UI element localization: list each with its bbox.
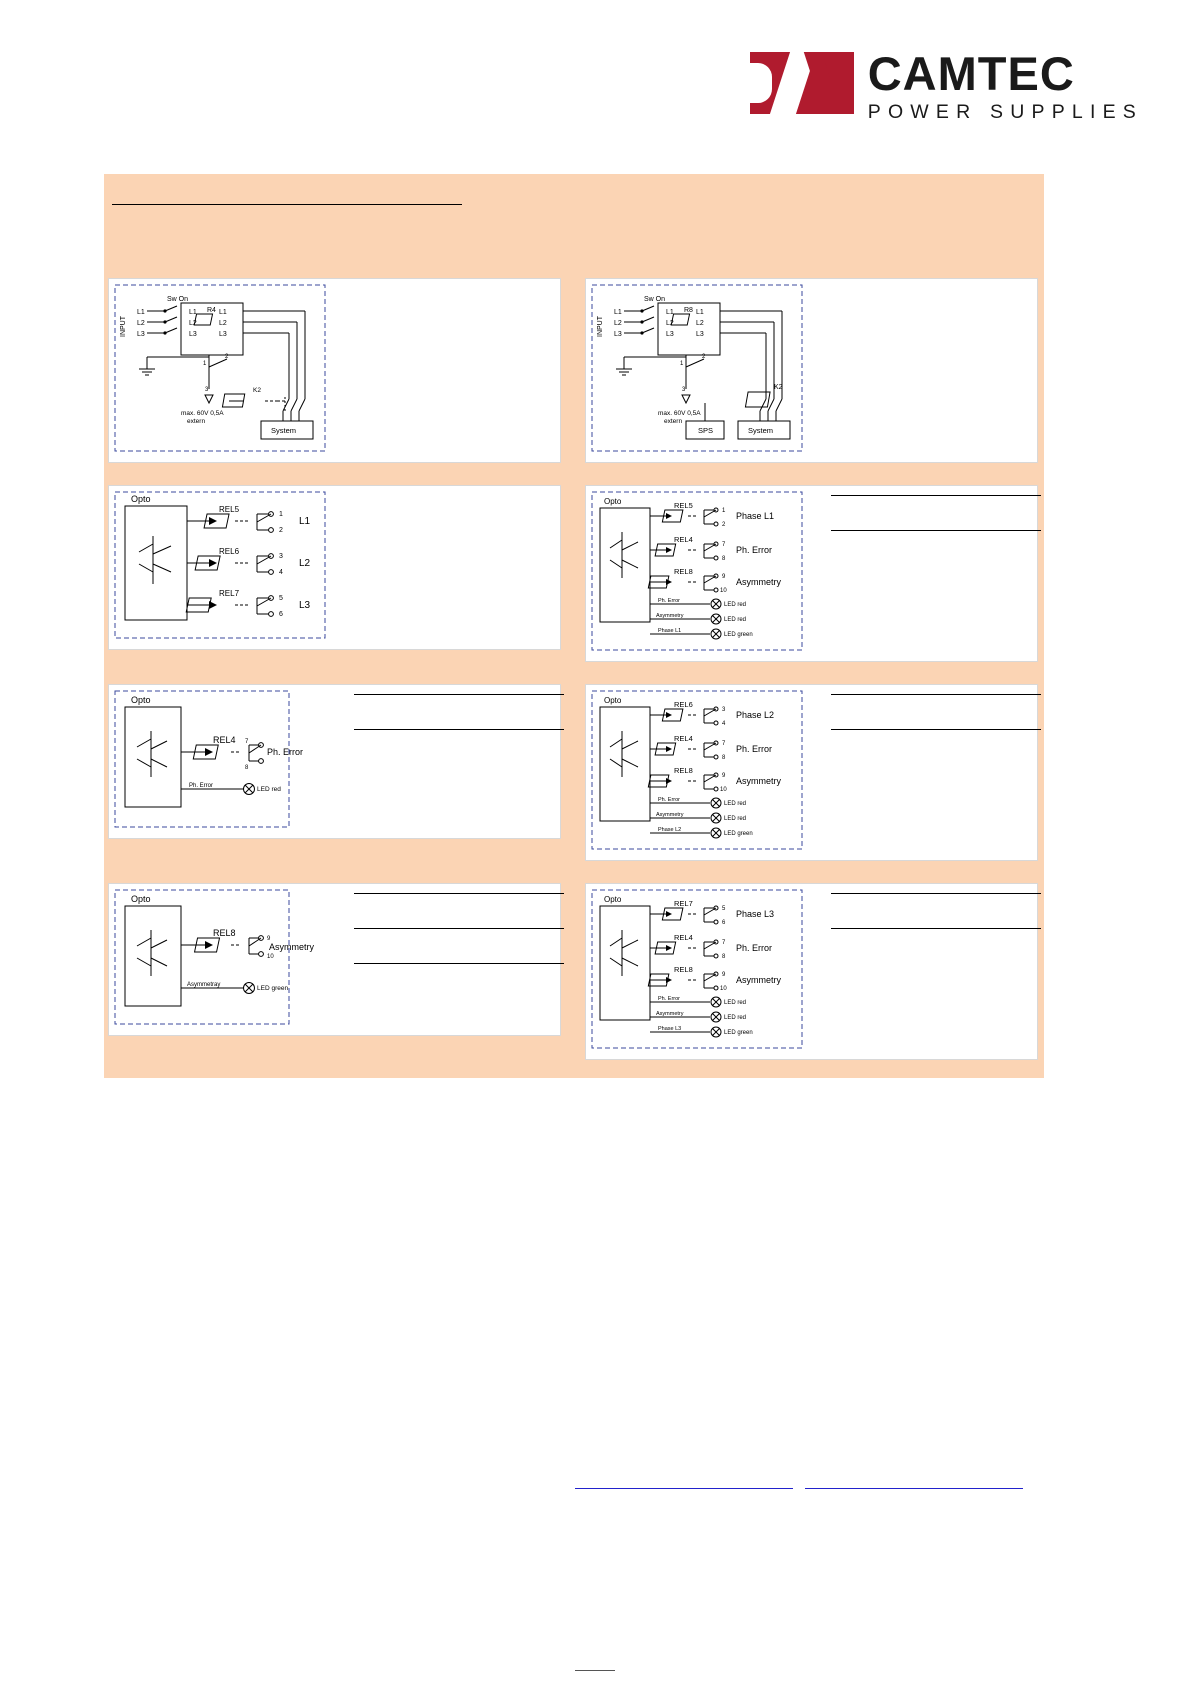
svg-text:9: 9 — [722, 574, 726, 580]
svg-text:REL7: REL7 — [219, 589, 240, 598]
svg-text:R4: R4 — [207, 307, 216, 314]
note-rule — [831, 495, 1041, 496]
svg-text:Asymmetray: Asymmetray — [187, 982, 221, 988]
svg-text:Phase L2: Phase L2 — [658, 827, 682, 833]
svg-text:L2: L2 — [219, 320, 227, 327]
page-number-rule — [575, 1670, 615, 1671]
note-lines — [354, 893, 564, 998]
svg-text:Asymmetry: Asymmetry — [736, 776, 781, 786]
note-rule — [831, 530, 1041, 531]
note-rule — [354, 694, 564, 695]
svg-text:2: 2 — [702, 354, 706, 360]
svg-text:L1: L1 — [137, 309, 145, 316]
diagram-input-r4-k2-system — [108, 278, 561, 463]
svg-text:LED green: LED green — [724, 632, 753, 638]
note-lines — [831, 694, 1041, 764]
svg-text:K2: K2 — [774, 384, 783, 391]
svg-text:Sw On: Sw On — [644, 296, 666, 303]
svg-text:REL7: REL7 — [674, 899, 693, 908]
svg-text:4: 4 — [722, 721, 726, 727]
diagram-cell — [104, 274, 567, 471]
svg-text:L2: L2 — [189, 320, 197, 327]
svg-text:6: 6 — [722, 920, 726, 926]
svg-text:10: 10 — [267, 954, 274, 960]
svg-text:Ph. Error: Ph. Error — [736, 943, 773, 953]
svg-text:7: 7 — [722, 940, 726, 946]
footer-link-right[interactable] — [805, 1486, 1023, 1489]
svg-text:8: 8 — [722, 556, 726, 562]
svg-text:LED red: LED red — [724, 1000, 747, 1006]
header-underline — [112, 204, 462, 205]
svg-text:Phase L3: Phase L3 — [658, 1026, 682, 1032]
note-rule — [354, 729, 564, 730]
svg-text:5: 5 — [279, 595, 283, 602]
note-rule — [354, 893, 564, 894]
svg-text:LED green: LED green — [724, 1030, 753, 1036]
svg-text:System: System — [271, 426, 297, 435]
cm-monogram-icon — [750, 52, 854, 114]
diagram-input-r8-k2-sps-system — [585, 278, 1038, 463]
svg-text:L3: L3 — [666, 331, 674, 338]
svg-text:7: 7 — [722, 741, 726, 747]
svg-text:extern: extern — [187, 418, 206, 425]
svg-text:2: 2 — [722, 522, 726, 528]
svg-text:Ph. Error: Ph. Error — [736, 744, 773, 754]
svg-text:Asymmetry: Asymmetry — [736, 975, 781, 985]
svg-text:LED red: LED red — [724, 801, 747, 807]
svg-text:10: 10 — [720, 787, 727, 793]
svg-text:Opto: Opto — [131, 494, 151, 504]
note-rule — [831, 893, 1041, 894]
svg-text:REL5: REL5 — [219, 505, 240, 514]
note-lines — [354, 694, 564, 764]
svg-text:REL6: REL6 — [219, 547, 240, 556]
svg-text:L2: L2 — [696, 320, 704, 327]
svg-text:5: 5 — [722, 906, 726, 912]
svg-text:8: 8 — [722, 954, 726, 960]
svg-text:L1: L1 — [614, 309, 622, 316]
note-rule — [831, 694, 1041, 695]
svg-text:10: 10 — [720, 986, 727, 992]
svg-text:Ph. Error: Ph. Error — [189, 783, 214, 789]
note-lines — [831, 893, 1041, 963]
svg-text:L1: L1 — [696, 309, 704, 316]
note-lines — [831, 495, 1041, 565]
svg-text:8: 8 — [722, 755, 726, 761]
brand-tagline: POWER SUPPLIES — [867, 100, 1143, 123]
svg-text:Asymmetry: Asymmetry — [736, 577, 781, 587]
svg-text:Phase L3: Phase L3 — [736, 909, 775, 919]
svg-text:L1: L1 — [299, 516, 311, 527]
svg-text:INPUT: INPUT — [120, 316, 127, 337]
note-rule — [354, 928, 564, 929]
svg-text:Phase L1: Phase L1 — [658, 628, 682, 634]
panel-header — [104, 174, 1044, 274]
svg-text:L2: L2 — [137, 320, 145, 327]
svg-text:L3: L3 — [696, 331, 704, 338]
svg-text:SPS: SPS — [698, 426, 714, 435]
svg-text:9: 9 — [722, 773, 726, 779]
brand-wordmark — [867, 47, 1143, 124]
svg-text:REL8: REL8 — [674, 567, 693, 576]
svg-text:Opto: Opto — [131, 894, 151, 904]
svg-text:L1: L1 — [189, 309, 197, 316]
svg-text:9: 9 — [267, 936, 271, 942]
diagram-cell — [581, 481, 1044, 670]
svg-text:REL4: REL4 — [674, 535, 693, 544]
svg-text:LED red: LED red — [724, 617, 747, 623]
diagram-opto-rel5-rel6-rel7-phases — [108, 485, 561, 650]
svg-text:3: 3 — [722, 707, 726, 713]
svg-text:LED green: LED green — [257, 985, 289, 992]
svg-text:Opto: Opto — [131, 695, 151, 705]
svg-text:Ph. Error: Ph. Error — [658, 996, 681, 1002]
svg-text:max. 60V 0,5A: max. 60V 0,5A — [658, 410, 701, 417]
svg-text:L3: L3 — [137, 331, 145, 338]
svg-text:4: 4 — [279, 569, 283, 576]
svg-text:L2: L2 — [299, 558, 311, 569]
svg-text:REL8: REL8 — [213, 928, 236, 938]
svg-text:LED red: LED red — [724, 1015, 747, 1021]
svg-text:LED red: LED red — [724, 602, 747, 608]
svg-text:1: 1 — [279, 511, 283, 518]
svg-text:7: 7 — [245, 739, 249, 745]
svg-text:extern: extern — [664, 418, 683, 425]
svg-text:Asymmetry: Asymmetry — [656, 1011, 684, 1017]
svg-text:R8: R8 — [684, 307, 693, 314]
svg-text:Phase L1: Phase L1 — [736, 511, 775, 521]
svg-text:max. 60V 0,5A: max. 60V 0,5A — [181, 410, 224, 417]
svg-text:L2: L2 — [614, 320, 622, 327]
svg-text:L2: L2 — [666, 320, 674, 327]
note-rule — [354, 963, 564, 964]
brand-logo — [750, 47, 1143, 124]
footer-link-left[interactable] — [575, 1486, 793, 1489]
svg-text:6: 6 — [279, 611, 283, 618]
svg-text:Opto: Opto — [604, 696, 622, 705]
svg-text:Opto: Opto — [604, 895, 622, 904]
diagram-cell — [104, 680, 567, 869]
svg-text:1: 1 — [203, 361, 207, 367]
diagram-grid — [104, 274, 1044, 1078]
svg-text:3: 3 — [682, 387, 686, 393]
svg-text:2: 2 — [279, 527, 283, 534]
svg-text:L3: L3 — [299, 600, 311, 611]
svg-text:K2: K2 — [253, 387, 261, 394]
svg-text:REL4: REL4 — [213, 735, 236, 745]
svg-text:Asymmetry: Asymmetry — [656, 812, 684, 818]
svg-text:Ph. Error: Ph. Error — [658, 598, 681, 604]
note-rule — [831, 729, 1041, 730]
svg-text:L3: L3 — [189, 331, 197, 338]
svg-text:Asymmetry: Asymmetry — [656, 613, 684, 619]
svg-text:LED green: LED green — [724, 831, 753, 837]
svg-text:Asymmetry: Asymmetry — [269, 942, 314, 952]
svg-text:REL8: REL8 — [674, 766, 693, 775]
svg-text:L1: L1 — [219, 309, 227, 316]
svg-text:1: 1 — [722, 508, 726, 514]
svg-text:REL6: REL6 — [674, 700, 693, 709]
svg-text:10: 10 — [720, 588, 727, 594]
svg-text:L3: L3 — [219, 331, 227, 338]
svg-text:System: System — [748, 426, 774, 435]
svg-text:Ph. Error: Ph. Error — [658, 797, 681, 803]
svg-text:LED red: LED red — [257, 786, 281, 793]
svg-text:1: 1 — [680, 361, 684, 367]
note-rule — [831, 928, 1041, 929]
svg-text:LED red: LED red — [724, 816, 747, 822]
svg-text:2: 2 — [225, 354, 229, 360]
svg-text:Ph. Error: Ph. Error — [736, 545, 773, 555]
svg-text:Sw On: Sw On — [167, 296, 189, 303]
svg-text:Phase L2: Phase L2 — [736, 710, 775, 720]
svg-text:REL5: REL5 — [674, 501, 693, 510]
svg-text:L3: L3 — [614, 331, 622, 338]
svg-text:7: 7 — [722, 542, 726, 548]
svg-text:Opto: Opto — [604, 497, 622, 506]
svg-text:INPUT: INPUT — [597, 316, 604, 337]
diagram-cell — [581, 274, 1044, 471]
svg-text:REL8: REL8 — [674, 965, 693, 974]
svg-text:L1: L1 — [666, 309, 674, 316]
diagram-cell — [104, 879, 567, 1068]
svg-text:Ph. Error: Ph. Error — [267, 747, 304, 757]
svg-text:3: 3 — [279, 553, 283, 560]
brand-name: CAMTEC — [867, 47, 1075, 100]
diagram-cell — [581, 879, 1044, 1068]
diagram-cell — [104, 481, 567, 670]
svg-text:REL4: REL4 — [674, 734, 693, 743]
svg-text:8: 8 — [245, 765, 249, 771]
footer — [0, 1480, 1191, 1520]
svg-text:3: 3 — [205, 387, 209, 393]
svg-text:9: 9 — [722, 972, 726, 978]
diagram-cell — [581, 680, 1044, 869]
content-panel — [104, 174, 1044, 1078]
svg-text:REL4: REL4 — [674, 933, 693, 942]
